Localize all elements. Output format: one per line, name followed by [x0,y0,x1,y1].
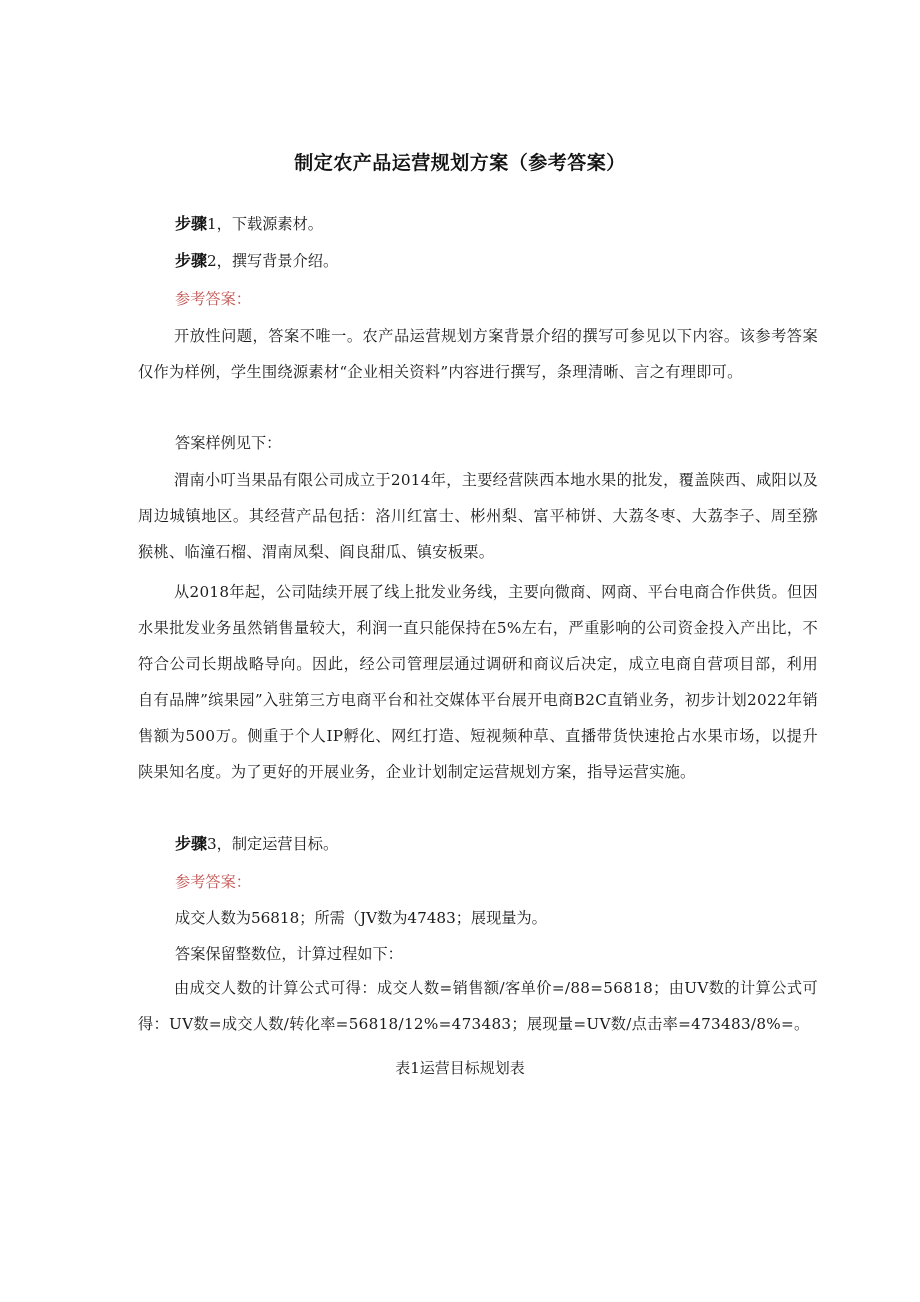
table-caption: 表1运营目标规划表 [395,1059,525,1077]
step-3-label: 步骤 [175,834,208,853]
document-title: 制定农产品运营规划方案（参考答案） [294,152,626,174]
paragraph-calculation: 由成交人数的计算公式可得：成交人数=销售额/客单价=/88=56818；由UV数的计算公式可得：UV数=成交人数/转化率=56818/12%=473483；展现量=UV数/点击率=473483/8%=。 [138,979,818,1033]
paragraph-company: 渭南小叮当果品有限公司成立于2014年，主要经营陕西本地水果的批发，覆盖陕西、咸阳以及周边城镇地区。其经营产品包括：洛川红富士、彬州梨、富平柿饼、大荔冬枣、大荔李子、周至猕猴桃、临潼石榴、渭南凤梨、阎良甜瓜、镇安板栗。 [138,471,818,561]
step-2 [0,250,920,272]
sample-intro: 答案样例见下： [175,434,282,452]
step-1 [0,213,920,235]
paragraph-open-question: 开放性问题，答案不唯一。农产品运营规划方案背景介绍的撰写可参见以下内容。该参考答案仅作为样例，学生围绕源素材“企业相关资料”内容进行撰写，条理清晰、言之有理即可。 [138,327,818,381]
calc-intro: 答案保留整数位，计算过程如下： [175,945,403,963]
answer-label-1: 参考答案： [175,290,251,308]
answer-label-2: 参考答案： [175,873,251,891]
step-2-label: 步骤 [175,251,208,270]
step-2-text: 2，撰写背景介绍。 [207,252,339,270]
result-line: 成交人数为56818；所需（JV数为47483；展现量为。 [175,909,547,927]
step-3-text: 3，制定运营目标。 [207,835,339,853]
paragraph-plan: 从2018年起，公司陆续开展了线上批发业务线，主要向微商、网商、平台电商合作供货。但因水果批发业务虽然销售量较大，利润一直只能保持在5%左右，严重影响的公司资金投入产出比，不符合公司长期战略导向。因此，经公司管理层通过调研和商议后决定，成立电商自营项目部，利用自有品牌”缤果园”入驻第三方电商平台和社交媒体平台展开电商B2C直销业务，初步计划2022年销售额为500万。侧重于个人IP孵化、网红打造、短视频种草、直播带货快速抢占水果市场，以提升陕果知名度。为了更好的开展业务，企业计划制定运营规划方案，指导运营实施。 [138,583,818,781]
step-1-label: 步骤 [175,214,208,233]
step-1-text: 1，下载源素材。 [207,215,323,233]
step-3 [0,833,920,855]
